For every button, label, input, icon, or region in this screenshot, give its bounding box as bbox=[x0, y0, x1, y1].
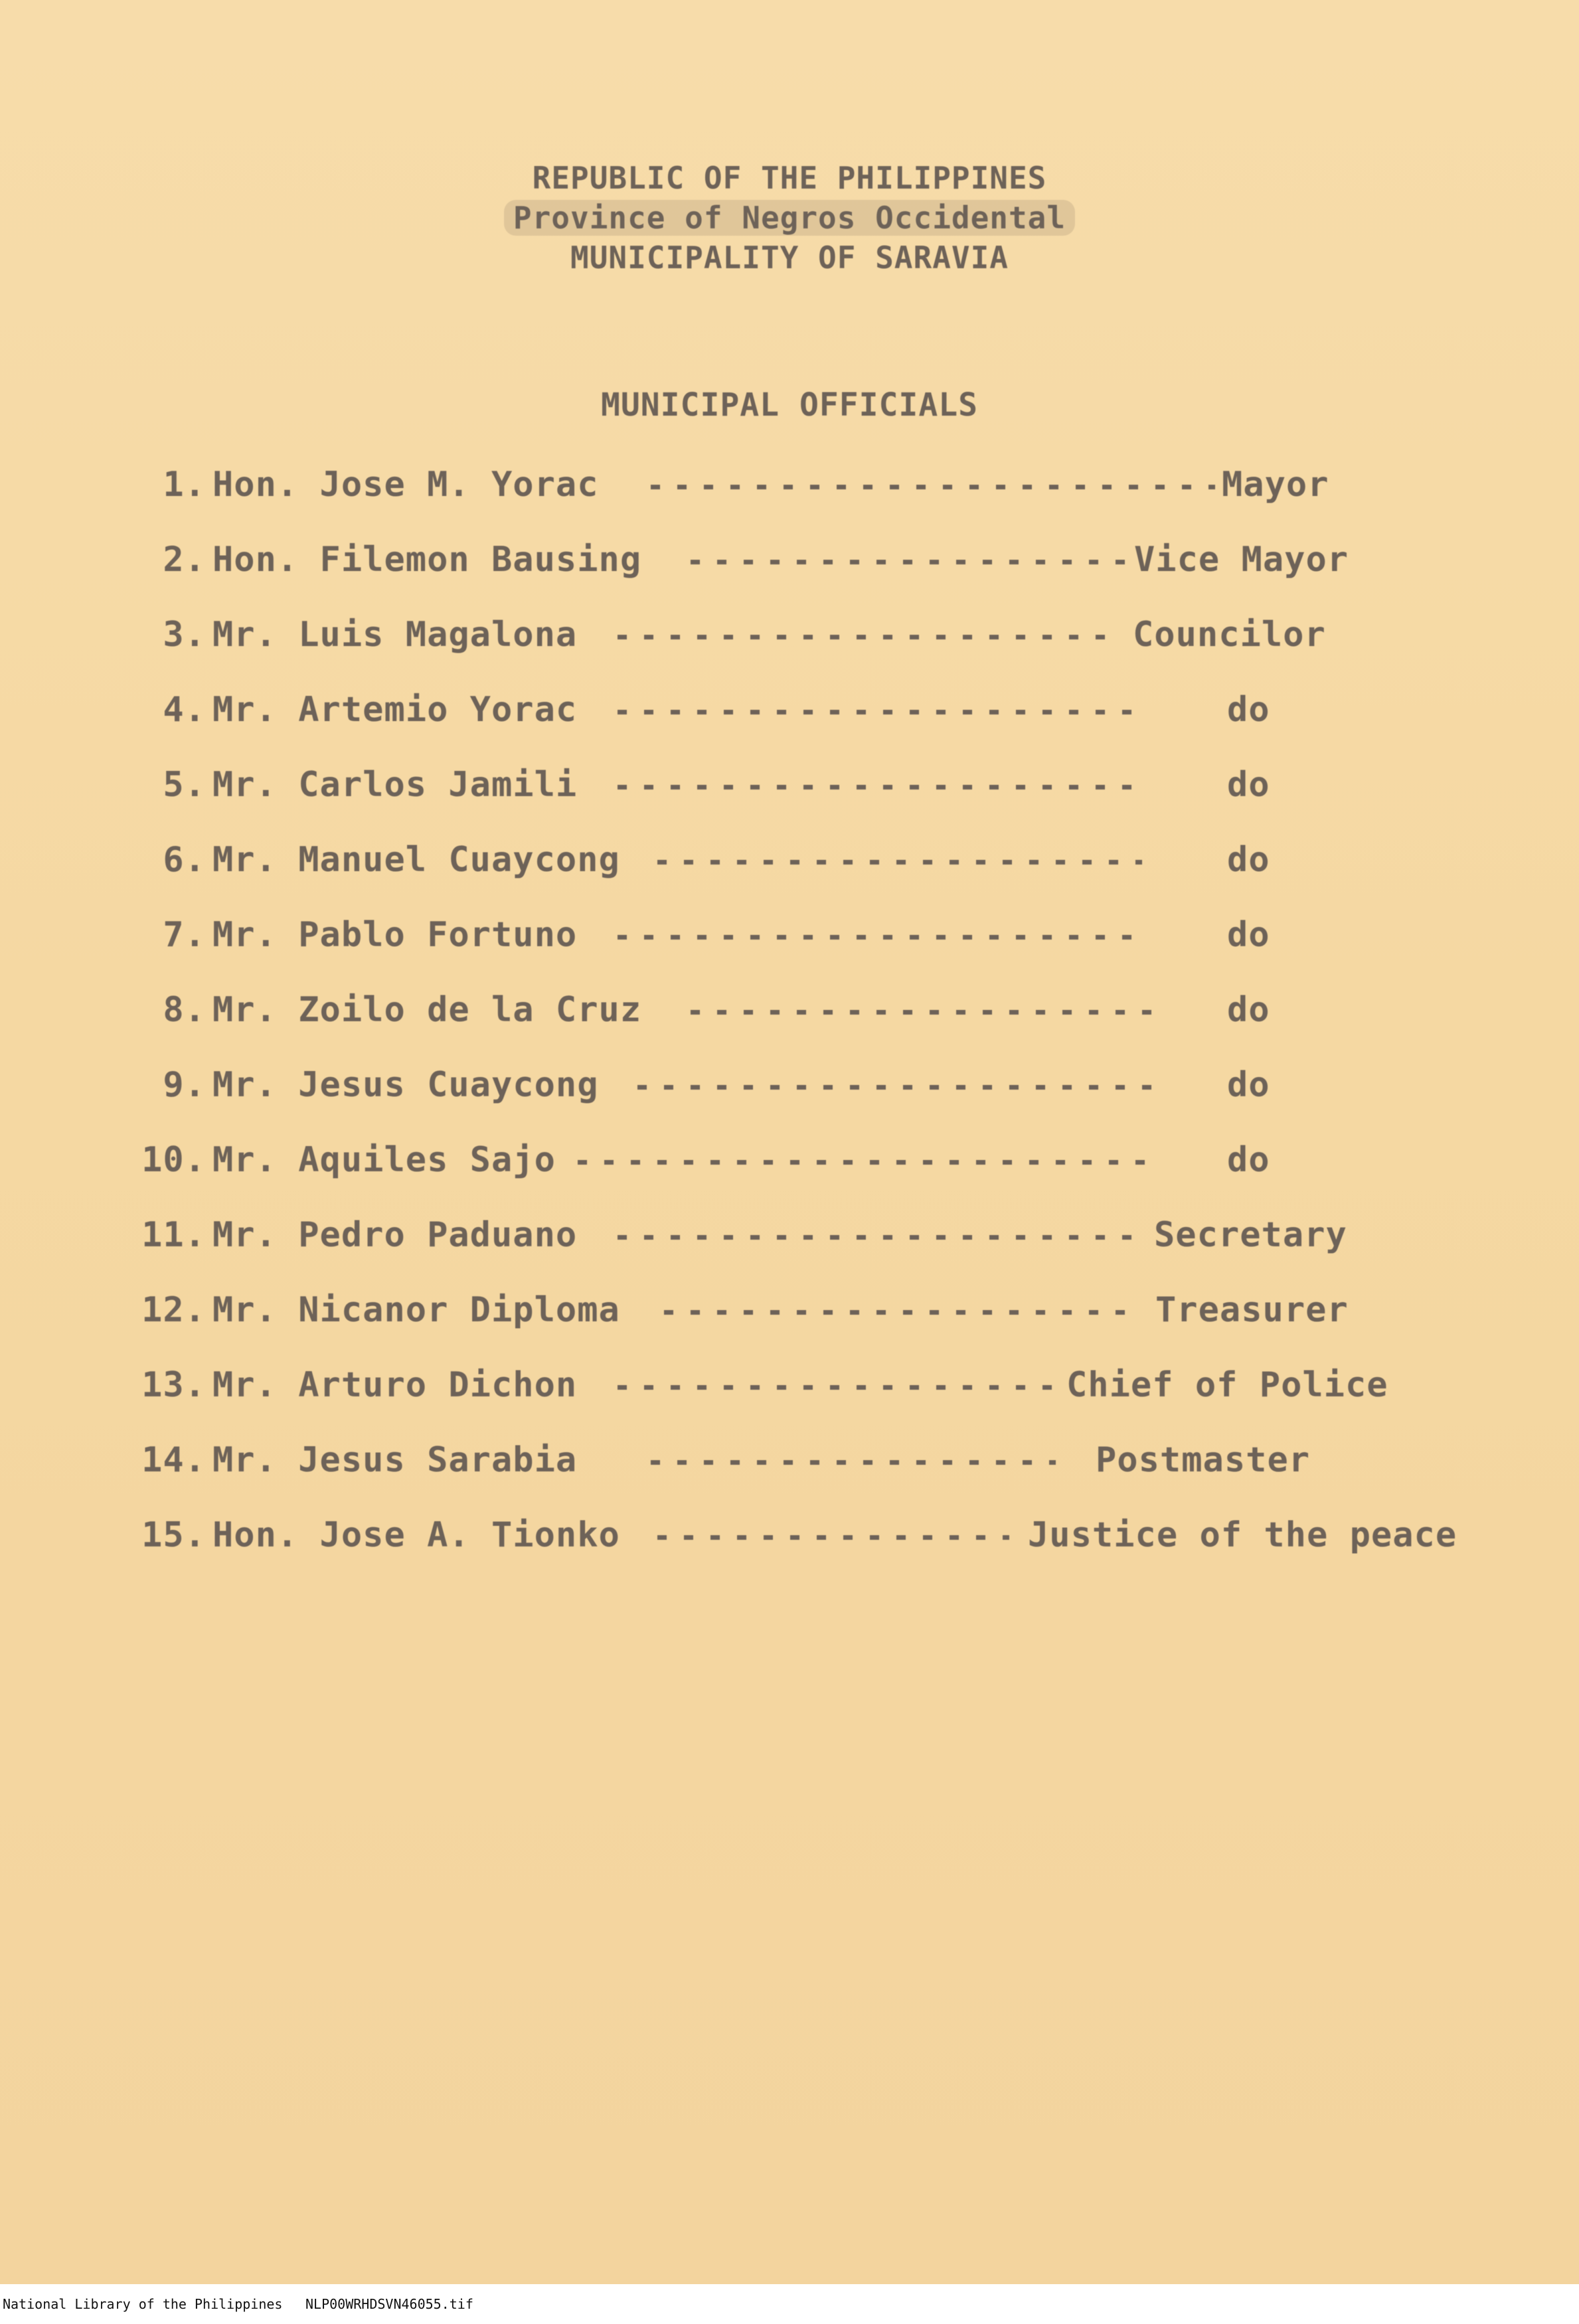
official-row bbox=[0, 614, 1579, 656]
official-number: 13. bbox=[141, 1365, 206, 1405]
official-number: 7. bbox=[163, 915, 206, 955]
official-row bbox=[0, 689, 1579, 731]
official-position: Mayor bbox=[1222, 465, 1329, 505]
scan-footer bbox=[0, 2284, 1579, 2324]
official-name: Mr. Arturo Dichon bbox=[212, 1365, 578, 1405]
official-name: Mr. Pedro Paduano bbox=[212, 1215, 578, 1255]
section-title: MUNICIPAL OFFICIALS bbox=[600, 386, 979, 424]
dash-leader bbox=[618, 689, 1142, 731]
dash-leader bbox=[664, 1289, 1142, 1331]
official-name: Mr. Pablo Fortuno bbox=[212, 915, 578, 955]
official-position: do bbox=[1227, 690, 1270, 730]
footer-library: National Library of the Philippines bbox=[3, 2296, 283, 2312]
header-province-text: Province of Negros Occidental bbox=[504, 200, 1075, 236]
official-name: Hon. Filemon Bausing bbox=[212, 540, 642, 580]
official-name: Mr. Aquiles Sajo bbox=[212, 1140, 556, 1180]
official-name: Hon. Jose M. Yorac bbox=[212, 465, 599, 505]
official-position: Postmaster bbox=[1096, 1440, 1311, 1480]
official-row bbox=[0, 1364, 1579, 1406]
official-number: 1. bbox=[163, 465, 206, 505]
official-position: do bbox=[1227, 765, 1270, 805]
official-position: Vice Mayor bbox=[1134, 540, 1349, 580]
official-name: Mr. Artemio Yorac bbox=[212, 690, 578, 730]
dash-leader bbox=[657, 839, 1142, 881]
official-number: 4. bbox=[163, 690, 206, 730]
official-number: 14. bbox=[141, 1440, 206, 1480]
official-position: Secretary bbox=[1154, 1215, 1347, 1255]
official-position: do bbox=[1227, 840, 1270, 880]
official-position: Chief of Police bbox=[1066, 1365, 1388, 1405]
official-row bbox=[0, 539, 1579, 581]
official-row bbox=[0, 1214, 1579, 1256]
official-number: 3. bbox=[163, 615, 206, 655]
dash-leader bbox=[691, 539, 1129, 581]
dash-leader bbox=[651, 463, 1215, 506]
official-row bbox=[0, 1139, 1579, 1181]
header-municipality: MUNICIPALITY OF SARAVIA bbox=[570, 240, 1009, 276]
official-position: do bbox=[1227, 990, 1270, 1030]
official-name: Mr. Carlos Jamili bbox=[212, 765, 578, 805]
official-number: 9. bbox=[163, 1065, 206, 1105]
official-position: do bbox=[1227, 1065, 1270, 1105]
header-province bbox=[0, 198, 1579, 238]
official-name: Hon. Jose A. Tionko bbox=[212, 1515, 620, 1555]
official-position: do bbox=[1227, 1140, 1270, 1180]
official-name: Mr. Jesus Cuaycong bbox=[212, 1065, 599, 1105]
dash-leader bbox=[618, 1364, 1056, 1406]
official-number: 2. bbox=[163, 540, 206, 580]
official-row bbox=[0, 463, 1579, 506]
dash-leader bbox=[578, 1139, 1155, 1181]
official-name: Mr. Luis Magalona bbox=[212, 615, 578, 655]
official-number: 11. bbox=[141, 1215, 206, 1255]
dash-leader bbox=[657, 1514, 1009, 1556]
footer-filename: NLP00WRHDSVN46055.tif bbox=[305, 2296, 473, 2312]
official-name: Mr. Jesus Sarabia bbox=[212, 1440, 578, 1480]
dash-leader bbox=[618, 914, 1142, 956]
official-row bbox=[0, 1064, 1579, 1106]
official-row bbox=[0, 989, 1579, 1031]
official-row bbox=[0, 1514, 1579, 1556]
dash-leader bbox=[618, 1214, 1142, 1256]
dash-leader bbox=[651, 1439, 1056, 1481]
official-number: 6. bbox=[163, 840, 206, 880]
official-number: 15. bbox=[141, 1515, 206, 1555]
official-position: do bbox=[1227, 915, 1270, 955]
official-row bbox=[0, 1439, 1579, 1481]
official-name: Mr. Zoilo de la Cruz bbox=[212, 990, 642, 1030]
official-row bbox=[0, 764, 1579, 806]
dash-leader bbox=[691, 989, 1162, 1031]
dash-leader bbox=[618, 614, 1122, 656]
official-number: 12. bbox=[141, 1290, 206, 1330]
official-row bbox=[0, 839, 1579, 881]
official-position: Justice of the peace bbox=[1028, 1515, 1457, 1555]
official-name: Mr. Nicanor Diploma bbox=[212, 1290, 620, 1330]
dash-leader bbox=[637, 1064, 1162, 1106]
official-number: 10. bbox=[141, 1140, 206, 1180]
dash-leader bbox=[618, 764, 1142, 806]
official-row bbox=[0, 1289, 1579, 1331]
official-number: 8. bbox=[163, 990, 206, 1030]
official-row bbox=[0, 914, 1579, 956]
official-position: Councilor bbox=[1133, 615, 1326, 655]
header-republic: REPUBLIC OF THE PHILIPPINES bbox=[532, 160, 1047, 196]
official-position: Treasurer bbox=[1155, 1290, 1349, 1330]
official-name: Mr. Manuel Cuaycong bbox=[212, 840, 620, 880]
official-number: 5. bbox=[163, 765, 206, 805]
